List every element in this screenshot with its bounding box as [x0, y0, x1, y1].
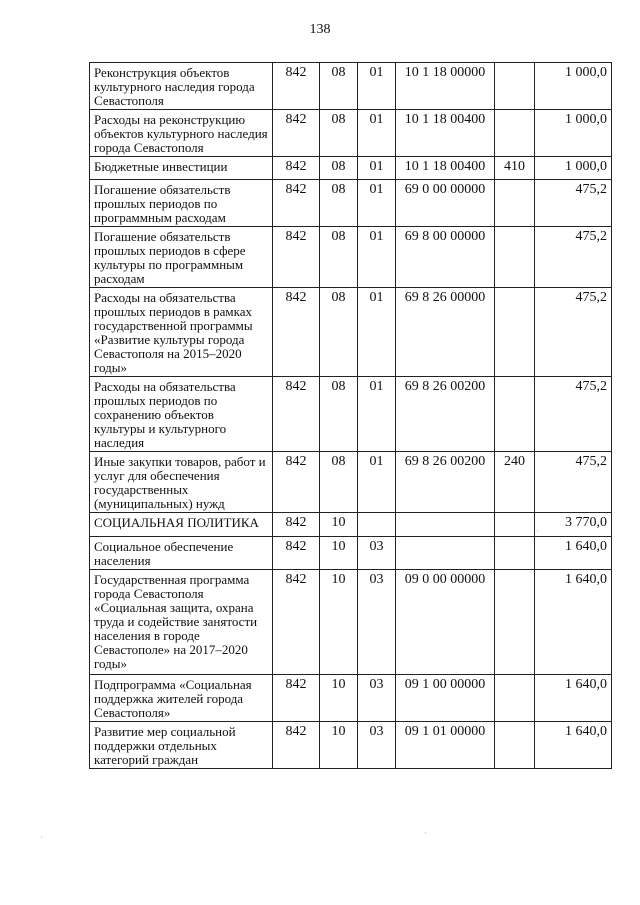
ministry-code: 842	[273, 570, 320, 675]
ministry-code: 842	[273, 537, 320, 570]
subsection-code: 01	[358, 110, 396, 157]
subsection-code: 03	[358, 570, 396, 675]
target-code: 69 8 00 00000	[396, 227, 495, 288]
row-name: Социальное обеспечение населения	[90, 537, 273, 570]
section-code: 08	[320, 157, 358, 180]
amount: 1 640,0	[535, 570, 612, 675]
subsection-code	[358, 513, 396, 537]
table-row	[90, 157, 612, 180]
section-code: 08	[320, 452, 358, 513]
subsection-code: 01	[358, 157, 396, 180]
expense-type-code	[495, 513, 535, 537]
section-code: 08	[320, 180, 358, 227]
subsection-code: 01	[358, 180, 396, 227]
subsection-code: 01	[358, 377, 396, 452]
expense-type-code	[495, 227, 535, 288]
scan-speck: ·	[40, 832, 43, 842]
amount: 1 000,0	[535, 63, 612, 110]
row-name: Иные закупки товаров, работ и услуг для обеспечения государственных (муниципальных) нужд	[90, 452, 273, 513]
ministry-code: 842	[273, 452, 320, 513]
amount: 475,2	[535, 180, 612, 227]
ministry-code: 842	[273, 377, 320, 452]
amount: 475,2	[535, 377, 612, 452]
subsection-code: 03	[358, 537, 396, 570]
table-row	[90, 537, 612, 570]
section-code: 08	[320, 63, 358, 110]
target-code: 10 1 18 00400	[396, 157, 495, 180]
expense-type-code	[495, 63, 535, 110]
ministry-code: 842	[273, 63, 320, 110]
target-code: 09 1 01 00000	[396, 722, 495, 769]
section-code: 08	[320, 110, 358, 157]
table-row	[90, 110, 612, 157]
scan-speck: ·	[536, 526, 539, 536]
target-code	[396, 513, 495, 537]
amount: 1 640,0	[535, 675, 612, 722]
ministry-code: 842	[273, 513, 320, 537]
amount: 1 000,0	[535, 110, 612, 157]
section-code: 10	[320, 570, 358, 675]
row-name: Расходы на обязательства прошлых периодов в рамках государственной программы «Развитие культуры города Севастополя на 2015–2020 годы»	[90, 288, 273, 377]
expense-type-code	[495, 675, 535, 722]
target-code: 69 8 26 00200	[396, 452, 495, 513]
amount: 1 640,0	[535, 722, 612, 769]
row-name: Реконструкция объектов культурного наследия города Севастополя	[90, 63, 273, 110]
row-name: СОЦИАЛЬНАЯ ПОЛИТИКА	[90, 513, 273, 537]
row-name: Погашение обязательств прошлых периодов по программным расходам	[90, 180, 273, 227]
expense-type-code	[495, 722, 535, 769]
target-code: 69 8 26 00200	[396, 377, 495, 452]
expense-type-code	[495, 570, 535, 675]
scan-speck: ·	[424, 828, 427, 838]
target-code: 10 1 18 00400	[396, 110, 495, 157]
expense-type-code: 240	[495, 452, 535, 513]
row-name: Развитие мер социальной поддержки отдельных категорий граждан	[90, 722, 273, 769]
table-row	[90, 180, 612, 227]
expense-type-code	[495, 377, 535, 452]
subsection-code: 01	[358, 227, 396, 288]
amount: 475,2	[535, 227, 612, 288]
expense-type-code	[495, 288, 535, 377]
table-row	[90, 675, 612, 722]
amount: 475,2	[535, 288, 612, 377]
ministry-code: 842	[273, 288, 320, 377]
table-row	[90, 570, 612, 675]
ministry-code: 842	[273, 110, 320, 157]
section-code: 08	[320, 227, 358, 288]
table-row	[90, 227, 612, 288]
target-code: 09 1 00 00000	[396, 675, 495, 722]
section-code: 08	[320, 377, 358, 452]
target-code: 69 0 00 00000	[396, 180, 495, 227]
subsection-code: 03	[358, 675, 396, 722]
table-row	[90, 288, 612, 377]
target-code: 09 0 00 00000	[396, 570, 495, 675]
expense-type-code	[495, 537, 535, 570]
ministry-code: 842	[273, 722, 320, 769]
subsection-code: 03	[358, 722, 396, 769]
target-code	[396, 537, 495, 570]
budget-table	[89, 62, 612, 769]
amount: 475,2	[535, 452, 612, 513]
subsection-code: 01	[358, 63, 396, 110]
page-number: 138	[309, 22, 331, 37]
section-code: 10	[320, 513, 358, 537]
row-name: Бюджетные инвестиции	[90, 157, 273, 180]
amount: 3 770,0	[535, 513, 612, 537]
row-name: Расходы на реконструкцию объектов культурного наследия города Севастополя	[90, 110, 273, 157]
amount: 1 000,0	[535, 157, 612, 180]
section-code: 08	[320, 288, 358, 377]
row-name: Подпрограмма «Социальная поддержка жителей города Севастополя»	[90, 675, 273, 722]
table-row	[90, 377, 612, 452]
amount: 1 640,0	[535, 537, 612, 570]
row-name: Государственная программа города Севастополя «Социальная защита, охрана труда и содействие занятости населения в городе Севастополе» на 2017–2020 годы»	[90, 570, 273, 675]
row-name: Погашение обязательств прошлых периодов в сфере культуры по программным расходам	[90, 227, 273, 288]
subsection-code: 01	[358, 288, 396, 377]
target-code: 10 1 18 00000	[396, 63, 495, 110]
ministry-code: 842	[273, 227, 320, 288]
subsection-code: 01	[358, 452, 396, 513]
ministry-code: 842	[273, 675, 320, 722]
table-row	[90, 63, 612, 110]
table-row	[90, 452, 612, 513]
expense-type-code	[495, 180, 535, 227]
table-row	[90, 513, 612, 537]
ministry-code: 842	[273, 157, 320, 180]
table-row	[90, 722, 612, 769]
expense-type-code	[495, 110, 535, 157]
section-code: 10	[320, 537, 358, 570]
section-code: 10	[320, 722, 358, 769]
budget-table-body	[90, 63, 612, 769]
expense-type-code: 410	[495, 157, 535, 180]
row-name: Расходы на обязательства прошлых периодов по сохранению объектов культуры и культурного наследия	[90, 377, 273, 452]
ministry-code: 842	[273, 180, 320, 227]
section-code: 10	[320, 675, 358, 722]
target-code: 69 8 26 00000	[396, 288, 495, 377]
